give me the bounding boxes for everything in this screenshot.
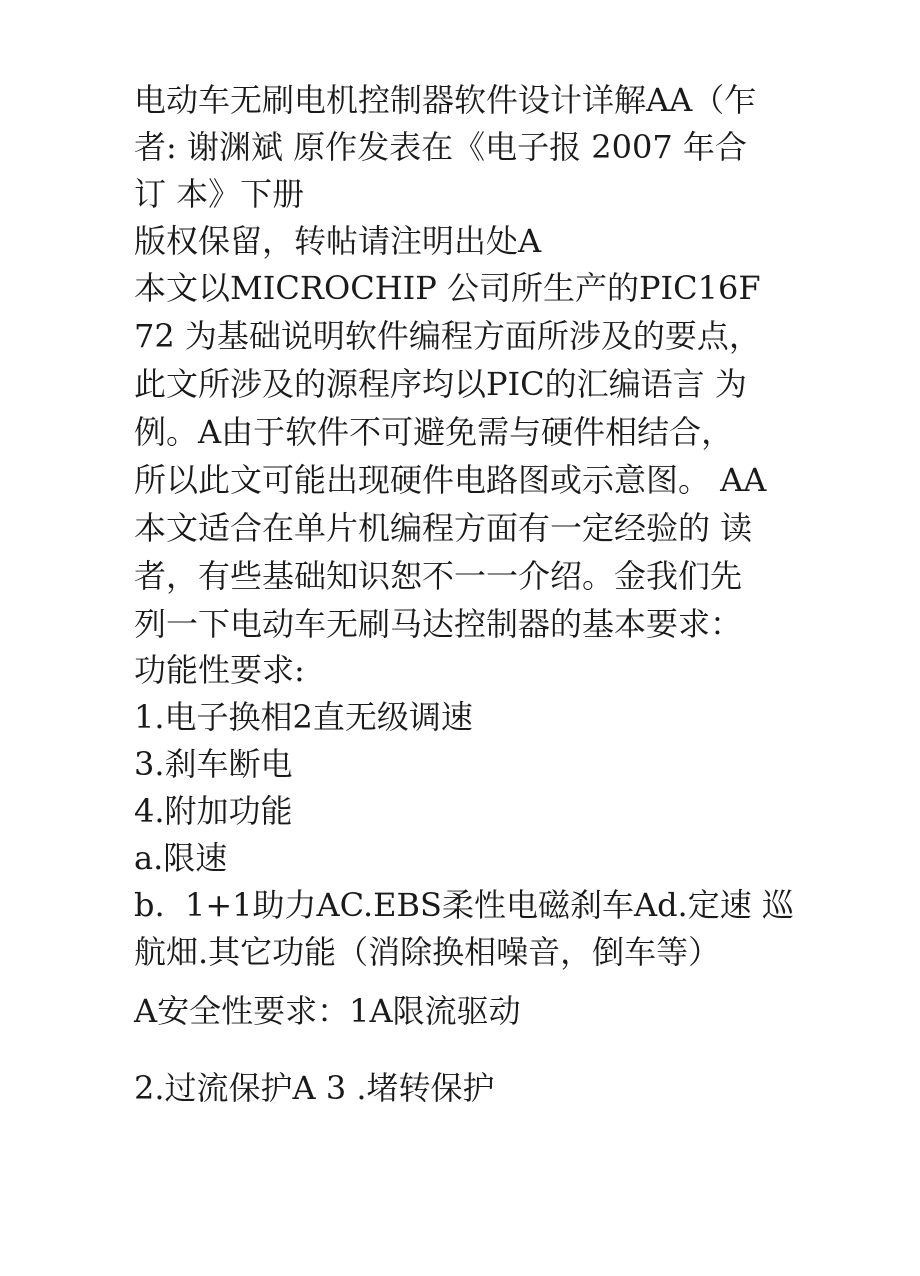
text-line: 订 本》下册 bbox=[134, 175, 305, 213]
text-line: 本文以MICROCHIP 公司所生产的PIC16F bbox=[134, 269, 761, 307]
text-line: 版权保留，转帖请注明出处A bbox=[134, 222, 542, 260]
text-line: 3.刹车断电 bbox=[134, 745, 293, 783]
text-line: 本文适合在单片机编程方面有一定经验的 读 bbox=[134, 509, 753, 547]
text-line: b. 1+1助力AC.EBS柔性电磁刹车Ad.定速 巡 bbox=[134, 886, 794, 924]
text-line: 列一下电动车无刷马达控制器的基本要求： bbox=[134, 605, 743, 643]
text-line: 者，有些基础知识恕不一一介绍。金我们先 bbox=[134, 557, 743, 595]
text-line: 4.附加功能 bbox=[134, 792, 293, 830]
text-line: 所以此文可能出现硬件电路图或示意图。 AA bbox=[134, 461, 767, 499]
text-line: 电动车无刷电机控制器软件设计详解AA（乍 bbox=[134, 81, 757, 119]
text-line: 此文所涉及的源程序均以PIC的汇编语言 为 bbox=[134, 365, 747, 403]
text-line: 者: 谢渊斌 原作发表在《电子报 2007 年合 bbox=[134, 128, 747, 166]
text-line: 1.电子换相2直无级调速 bbox=[134, 698, 473, 736]
text-line: 72 为基础说明软件编程方面所涉及的要点， bbox=[134, 317, 761, 355]
text-line: 功能性要求: bbox=[134, 651, 305, 689]
text-line: 2.过流保护A 3 .堵转保护 bbox=[134, 1069, 495, 1107]
text-line: A安全性要求：1A限流驱动 bbox=[134, 992, 521, 1030]
text-line: a.限速 bbox=[134, 839, 228, 877]
text-line: 例。A由于软件不可避免需与硬件相结合， bbox=[134, 413, 734, 451]
text-line: 航畑.其它功能（消除换相噪音，倒车等） bbox=[134, 933, 721, 971]
